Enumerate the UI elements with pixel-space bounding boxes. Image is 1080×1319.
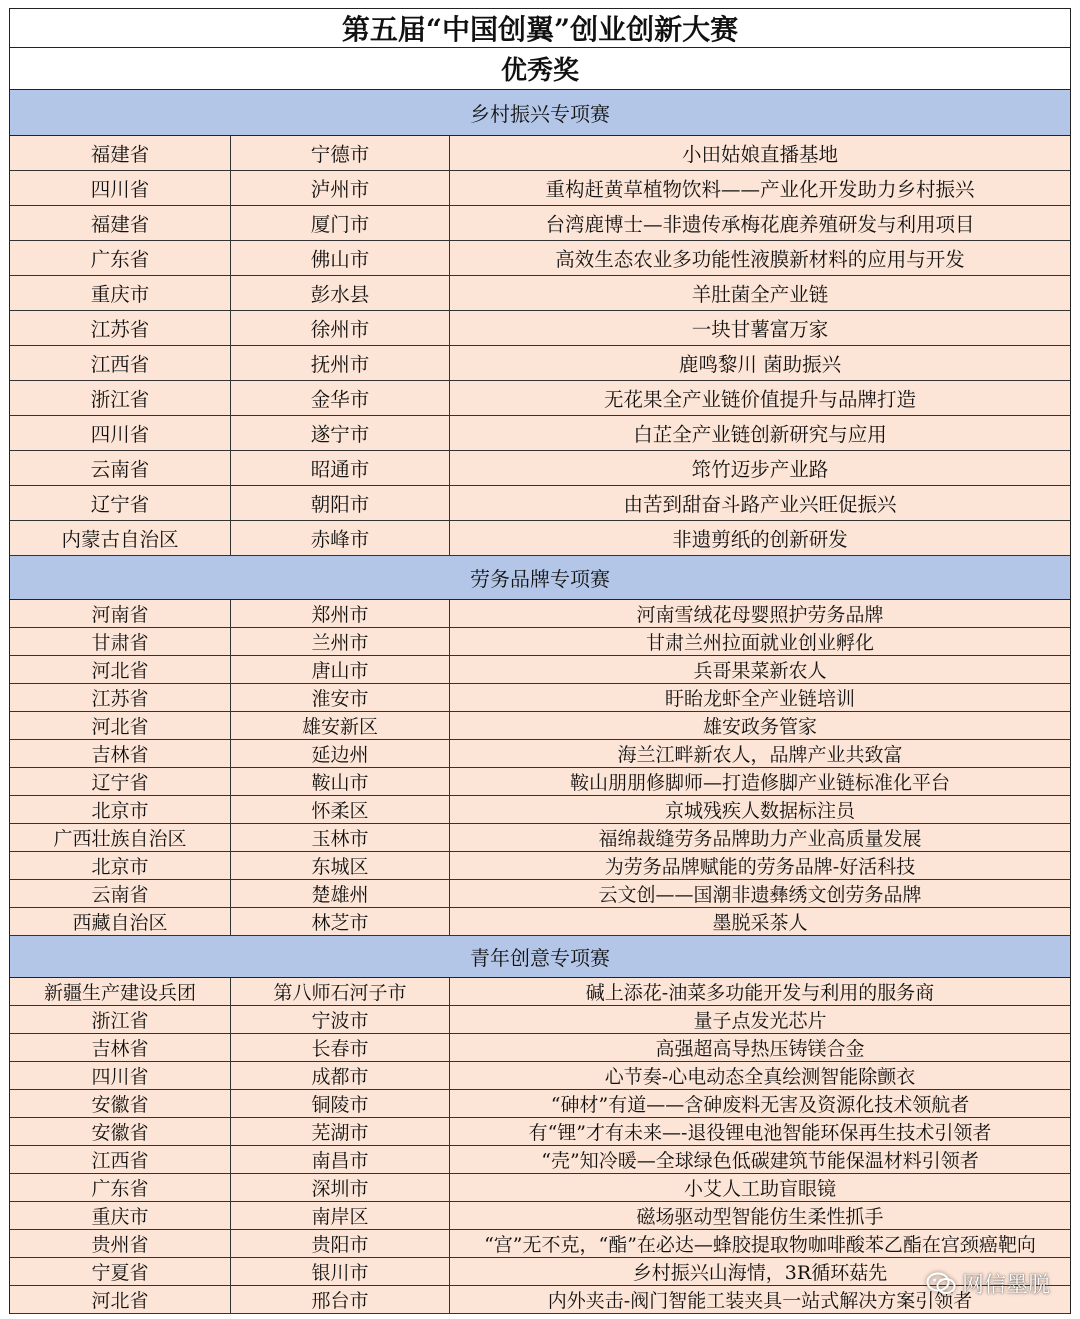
section-rows [9,136,1071,556]
project-cell: 磁场驱动型智能仿生柔性抓手 [636,1206,884,1228]
province-cell: 吉林省 [10,1034,231,1061]
province-cell: 江西省 [10,1146,231,1173]
city-cell: 怀柔区 [231,796,450,823]
city-cell: 佛山市 [231,241,450,275]
award-table [9,8,1071,1314]
province-cell: 安徽省 [10,1090,231,1117]
city-cell: 楚雄州 [231,880,450,907]
project-cell: 云文创——国潮非遗彝绣文创劳务品牌 [598,884,922,906]
project-cell: 雄安政务管家 [702,716,817,738]
table-row [9,880,1071,908]
project-cell: 高强超高导热压铸镁合金 [655,1038,865,1060]
province-cell: 河北省 [10,656,231,683]
project-cell: 白芷全产业链创新研究与应用 [633,423,887,446]
province-cell: 河南省 [10,600,231,627]
province-cell: 辽宁省 [10,768,231,795]
city-cell: 铜陵市 [231,1090,450,1117]
section-rural-revitalization [9,90,1071,556]
section-heading: 乡村振兴专项赛 [9,90,1071,136]
table-row [9,171,1071,206]
section-youth-creativity [9,936,1071,1314]
table-row [9,521,1071,556]
table-row [9,241,1071,276]
project-cell: “宫”无不克，“酯”在必达—蜂胶提取物咖啡酸苯乙酯在宫颈癌靶向 [484,1234,1036,1256]
province-cell: 江西省 [10,346,231,380]
city-cell: 芜湖市 [231,1118,450,1145]
table-row [9,684,1071,712]
province-cell: 北京市 [10,796,231,823]
city-cell: 南昌市 [231,1146,450,1173]
table-row [9,656,1071,684]
project-cell: 内外夹击-阀门智能工装夹具一站式解决方案引领者 [547,1290,973,1312]
province-cell: 重庆市 [10,276,231,310]
city-cell: 金华市 [231,381,450,415]
section-heading: 青年创意专项赛 [9,936,1071,978]
city-cell: 遂宁市 [231,416,450,450]
province-cell: 内蒙古自治区 [10,521,231,555]
city-cell: 雄安新区 [231,712,450,739]
project-cell: 心节奏-心电动态全真绘测智能除颤衣 [604,1066,916,1088]
province-cell: 浙江省 [10,381,231,415]
province-cell: 福建省 [10,136,231,170]
province-cell: 贵州省 [10,1230,231,1257]
project-cell: 为劳务品牌赋能的劳务品牌-好活科技 [604,856,916,878]
project-cell: “壳”知冷暖—全球绿色低碳建筑节能保温材料引领者 [541,1150,979,1172]
table-row [9,206,1071,241]
table-row [9,600,1071,628]
city-cell: 南岸区 [231,1202,450,1229]
city-cell: 赤峰市 [231,521,450,555]
city-cell: 徐州市 [231,311,450,345]
project-cell: 河南雪绒花母婴照护劳务品牌 [636,604,884,626]
city-cell: 林芝市 [231,908,450,935]
table-row [9,852,1071,880]
province-cell: 广东省 [10,1174,231,1201]
project-cell: 京城残疾人数据标注员 [664,800,855,822]
table-row [9,1174,1071,1202]
table-row [9,486,1071,521]
city-cell: 昭通市 [231,451,450,485]
city-cell: 彭水县 [231,276,450,310]
province-cell: 四川省 [10,171,231,205]
table-row [9,1006,1071,1034]
city-cell: 朝阳市 [231,486,450,520]
city-cell: 长春市 [231,1034,450,1061]
table-row [9,1062,1071,1090]
province-cell: 安徽省 [10,1118,231,1145]
table-row [9,628,1071,656]
table-row [9,1118,1071,1146]
project-cell: 高效生态农业多功能性液膜新材料的应用与开发 [555,248,965,271]
project-cell: 鞍山朋朋修脚师—打造修脚产业链标准化平台 [569,772,950,794]
province-cell: 宁夏省 [10,1258,231,1285]
city-cell: 宁德市 [231,136,450,170]
table-row [9,276,1071,311]
table-row [9,1286,1071,1314]
section-heading: 劳务品牌专项赛 [9,556,1071,600]
table-row [9,346,1071,381]
city-cell: 成都市 [231,1062,450,1089]
province-cell: 西藏自治区 [10,908,231,935]
table-row [9,1034,1071,1062]
province-cell: 河北省 [10,1286,231,1313]
project-cell: 碱上添花-油菜多功能开发与利用的服务商 [585,982,935,1004]
project-cell: 墨脱采茶人 [712,912,808,934]
table-row [9,1230,1071,1258]
project-cell: 甘肃兰州拉面就业创业孵化 [645,632,874,654]
project-cell: 重构赶黄草植物饮料——产业化开发助力乡村振兴 [545,178,975,201]
city-cell: 深圳市 [231,1174,450,1201]
city-cell: 兰州市 [231,628,450,655]
table-row [9,381,1071,416]
city-cell: 宁波市 [231,1006,450,1033]
province-cell: 四川省 [10,1062,231,1089]
province-cell: 北京市 [10,852,231,879]
province-cell: 重庆市 [10,1202,231,1229]
project-cell: 羊肚菌全产业链 [691,283,829,306]
province-cell: 云南省 [10,880,231,907]
province-cell: 河北省 [10,712,231,739]
city-cell: 银川市 [231,1258,450,1285]
city-cell: 玉林市 [231,824,450,851]
section-rows [9,978,1071,1314]
province-cell: 吉林省 [10,740,231,767]
table-row [9,136,1071,171]
table-row [9,311,1071,346]
province-cell: 广西壮族自治区 [10,824,231,851]
table-row [9,1258,1071,1286]
table-row [9,978,1071,1006]
province-cell: 甘肃省 [10,628,231,655]
city-cell: 泸州市 [231,171,450,205]
city-cell: 抚州市 [231,346,450,380]
award-level: 优秀奖 [9,48,1071,90]
project-cell: 非遗剪纸的创新研发 [672,528,848,551]
table-row [9,416,1071,451]
project-cell: 一块甘薯富万家 [691,318,829,341]
city-cell: 贵阳市 [231,1230,450,1257]
city-cell: 厦门市 [231,206,450,240]
project-cell: 由苦到甜奋斗路产业兴旺促振兴 [623,493,897,516]
project-cell: 福绵裁缝劳务品牌助力产业高质量发展 [598,828,922,850]
table-row [9,1090,1071,1118]
project-cell: 小艾人工助盲眼镜 [683,1178,836,1200]
project-cell: 海兰江畔新农人，品牌产业共致富 [617,744,903,766]
table-row [9,1146,1071,1174]
city-cell: 邢台市 [231,1286,450,1313]
province-cell: 新疆生产建设兵团 [10,978,231,1005]
table-row [9,796,1071,824]
table-row [9,908,1071,936]
project-cell: “砷材”有道——含砷废料无害及资源化技术领航者 [550,1094,970,1116]
project-cell: 筇竹迈步产业路 [691,458,829,481]
table-row [9,1202,1071,1230]
city-cell: 淮安市 [231,684,450,711]
province-cell: 福建省 [10,206,231,240]
city-cell: 郑州市 [231,600,450,627]
province-cell: 四川省 [10,416,231,450]
table-row [9,768,1071,796]
province-cell: 浙江省 [10,1006,231,1033]
project-cell: 兵哥果菜新农人 [693,660,827,682]
section-labor-brand [9,556,1071,936]
table-row [9,824,1071,852]
project-cell: 有“锂”才有未来—-退役锂电池智能环保再生技术引领者 [528,1122,992,1144]
project-cell: 乡村振兴山海情，3R循环菇先 [632,1262,888,1284]
city-cell: 第八师石河子市 [231,978,450,1005]
city-cell: 东城区 [231,852,450,879]
watermark-text: 网信墨脱 [961,1273,1050,1298]
project-cell: 无花果全产业链价值提升与品牌打造 [603,388,916,411]
wechat-icon [926,1271,956,1297]
section-rows [9,600,1071,936]
project-cell: 鹿鸣黎川 菌助振兴 [678,353,842,376]
project-cell: 小田姑娘直播基地 [681,143,838,166]
city-cell: 鞍山市 [231,768,450,795]
project-cell: 盱眙龙虾全产业链培训 [664,688,855,710]
city-cell: 延边州 [231,740,450,767]
province-cell: 云南省 [10,451,231,485]
project-cell: 量子点发光芯片 [693,1010,827,1032]
watermark [926,1268,1050,1299]
table-title: 第五届“中国创翼”创业创新大赛 [9,8,1071,48]
province-cell: 辽宁省 [10,486,231,520]
project-cell: 台湾鹿博士—非遗传承梅花鹿养殖研发与利用项目 [545,213,975,236]
table-row [9,740,1071,768]
province-cell: 广东省 [10,241,231,275]
table-row [9,712,1071,740]
city-cell: 唐山市 [231,656,450,683]
table-row [9,451,1071,486]
province-cell: 江苏省 [10,684,231,711]
province-cell: 江苏省 [10,311,231,345]
